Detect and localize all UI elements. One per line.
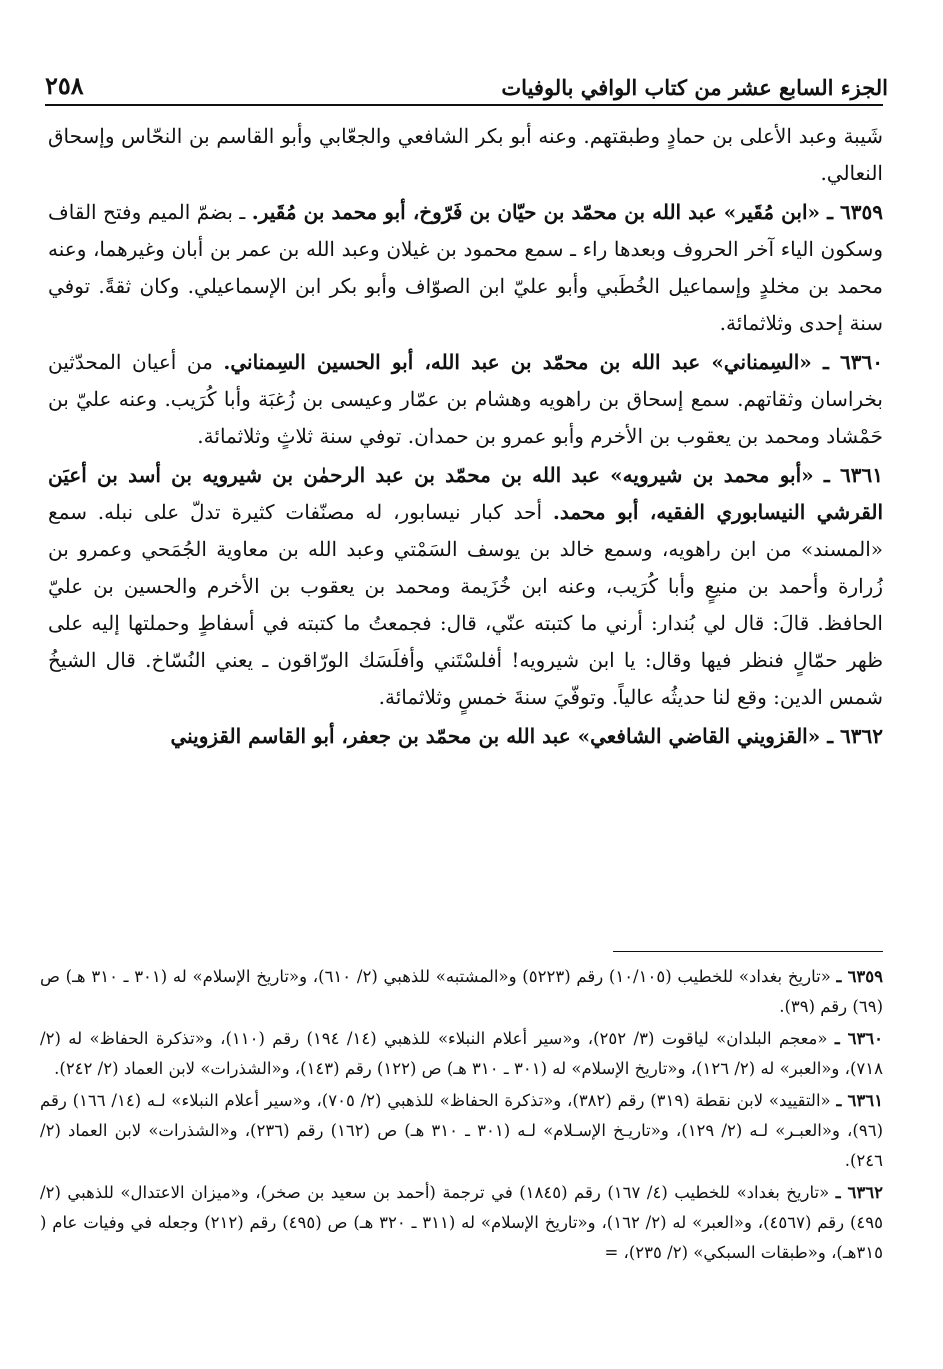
footnote-6359 [40, 962, 883, 1022]
entry-text: من أعيان المحدّثين بخراسان وثقاتهم. سمع إسحاق بن راهويه وهشام بن عمّار وعيسى بن زُغبَة وأبا كُرَيب. وعنه عليّ بن حَمْشاد ومحمد بن يعقوب بن الأخرم وأبو عمرو بن حمدان. توفي سنة ثلاثٍ وثلاثمائة. [48, 350, 883, 448]
entry-heading: ٦٣٦٠ ـ «السِمناني» عبد الله بن محمّد بن عبد الله، أبو الحسين السِمناني. [223, 350, 883, 374]
entry-6360 [48, 344, 883, 455]
footnote-6361 [40, 1086, 883, 1176]
footnotes [40, 962, 883, 1270]
footnote-6362 [40, 1178, 883, 1268]
footnote-text: «تاريخ بغداد» للخطيب (١٠/١٠٥) رقم (٥٢٢٣) و«المشتبه» للذهبي (٢/ ٦١٠)، و«تاريخ الإسلام» له (٣٠١ ـ ٣١٠ هـ) ص (٦٩) رقم (٣٩). [40, 967, 883, 1016]
running-title: الجزء السابع عشر من كتاب الوافي بالوفيات [501, 75, 888, 100]
footnote-number: ٦٣٦١ ـ [836, 1091, 883, 1110]
footnote-text: «معجم البلدان» لياقوت (٣/ ٢٥٢)، و«سير أعلام النبلاء» للذهبي (١٤/ ١٩٤) رقم (١١٠)، و«تذكرة الحفاظ» له (٢/ ٧١٨)، و«العبر» له (٢/ ١٢٦)، و«تاريخ الإسلام» له (٣٠١ ـ ٣١٠ هـ) ص (١٢٢) رقم (١٤٣)، و«الشذرات» لابن العماد (٢/ ٢٤٢). [40, 1029, 883, 1078]
footnote-rule [613, 951, 883, 952]
entry-6361 [48, 457, 883, 716]
continuation-paragraph: شَيبة وعبد الأعلى بن حمادٍ وطبقتهم. وعنه أبو بكر الشافعي والجعّابي وأبو القاسم بن النحّاس وإسحاق النعالي. [48, 124, 883, 185]
footnote-text: «التقييد» لابن نقطة (٣١٩) رقم (٣٨٢)، و«تذكرة الحفاظ» للذهبي (٢/ ٧٠٥)، و«سير أعلام النبلاء» لـه (١٤/ ١٦٦) رقم (٩٦)، و«العبـر» لـه (٢/ ١٢٩)، و«تاريـخ الإسـلام» لـه (٣٠١ ـ ٣١٠ هـ) ص (١٦٢) رقم (٢٣٦)، و«الشذرات» لابن العماد (٢/ ٢٤٦). [40, 1091, 883, 1170]
entry-6362 [48, 718, 883, 755]
entry-6359 [48, 194, 883, 342]
footnote-number: ٦٣٦٢ ـ [835, 1183, 883, 1202]
footnote-6360 [40, 1024, 883, 1084]
entry-heading: ٦٣٥٩ ـ «ابن مُقَير» عبد الله بن محمّد بن حيّان بن فَرّوخ، أبو محمد بن مُقَير. [251, 200, 883, 224]
footnote-text: «تاريخ بغداد» للخطيب (٤/ ١٦٧) رقم (١٨٤٥) في ترجمة (أحمد بن سعيد بن صخر)، و«ميزان الاعتدال» للذهبي (٢/ ٤٩٥) رقم (٤٥٦٧)، و«العبر» له (٢/ ١٦٢)، و«تاريخ الإسلام» له (٣١١ ـ ٣٢٠ هـ) ص (٤٩٥) رقم (٢١٢) وجعله في وفيات عام ( ٣١٥هـ)، و«طبقات السبكي» (٢/ ٢٣٥)، = [40, 1183, 883, 1262]
entry-text: ـ بضمّ الميم وفتح القاف وسكون الياء آخر الحروف وبعدها راء ـ سمع محمود بن غيلان وعبد الله بن عمر بن أبان وغيرهما، وعنه محمد بن مخلدٍ وإسماعيل الخُطَبي وأبو عليّ ابن الصوّاف وأبو بكر ابن الإسماعيلي. وكان ثقةً. توفي سنة إحدى وثلاثمائة. [48, 200, 884, 335]
footnote-number: ٦٣٥٩ ـ [836, 967, 884, 986]
main-text [48, 118, 883, 755]
entry-heading: ٦٣٦١ ـ «أبو محمد بن شيرويه» عبد الله بن محمّد بن عبد الرحمٰن بن شيرويه بن أسد بن أعيَن القرشي النيسابوري الفقيه، أبو محمد. [48, 463, 883, 524]
entry-text: أحد كبار نيسابور، له مصنّفات كثيرة تدلّ على نبله. سمع «المسند» من ابن راهويه، وسمع خالد بن يوسف السَمْتي وعبد الله بن معاوية الجُمَحي وعمرو بن زُرارة وأحمد بن منيعٍ وأبا كُرَيب، وعنه ابن خُزَيمة ومحمد بن يعقوب بن الأخرم والحسين بن عليّ الحافظ. قالَ: قال لي بُندار: أرني ما كتبته عنّي، قال: فجمعتُ ما كتبته في أسفاطٍ وحملتها إليه على ظهر حمّالٍ فنظر فيها وقال: يا ابن شيرويه! أفلسْتَني وأفلَسَك الورّاقون ـ يعني النُسّاخ. قال الشيخُ شمس الدين: وقع لنا حديثُه عالياً. وتوفّيَ سنةَ خمسٍ وثلاثمائة. [48, 500, 883, 709]
footnote-number: ٦٣٦٠ ـ [834, 1029, 884, 1048]
header-rule [45, 104, 883, 106]
page-header [45, 60, 888, 100]
page-number: ٢٥٨ [45, 71, 84, 100]
entry-heading: ٦٣٦٢ ـ «القزويني القاضي الشافعي» عبد الله بن محمّد بن جعفر، أبو القاسم القزويني [170, 724, 883, 748]
